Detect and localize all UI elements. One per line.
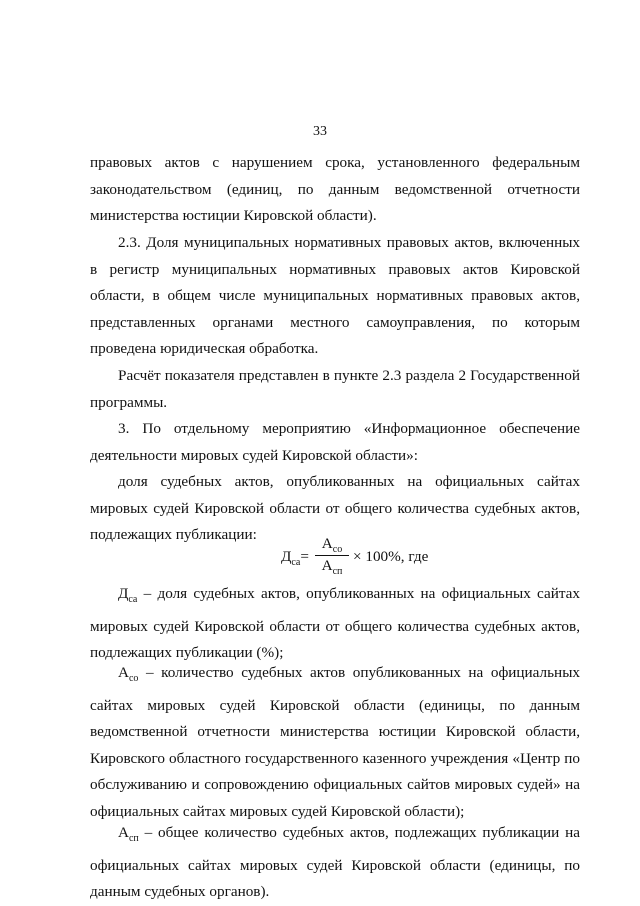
definition-asp: $А_{сп}$ – общее количество судебных актов, подлежащих публикации на официальных сайтах мировых судей Кировской области (единицы, по данным судебных органов). [90,824,580,901]
definition-aso: $А_{со}$ – количество судебных актов опубликованных на официальных сайтах мировых судей Кировской области (единицы, по данным ведомственной отчетности министерства юстиции Кировской области, Кировского областного государственного казенного учреждения «Центр по обслуживанию и сопровождению официальных сайтов мировых судей» на официальных сайтах мировых судей Кировской области); [90,664,580,820]
paragraph-calculation-note: Расчёт показателя представлен в пункте 2.3 раздела 2 Государственной программы. [90,367,580,411]
paragraph-continuation: правовых актов с нарушением срока, установленного федеральным законодательством (единиц, по данным ведомственной отчетности министерства юстиции Кировской области). [90,154,580,225]
paragraph-item-3: 3. По отдельному мероприятию «Информационное обеспечение деятельности мировых судей Кировской области»: [90,420,580,464]
page-number: 33 [313,124,327,139]
formula-numerator: $А_{со}$ [321,535,343,555]
formula-rhs: × 100%, где [353,548,429,565]
paragraph-share-description: доля судебных актов, опубликованных на официальных сайтах мировых судей Кировской области от общего количества судебных актов, подлежащих публикации: [90,473,580,544]
formula-lhs: $Д_{са}=$ [281,548,309,568]
definition-dsa: $Д_{са}$ – доля судебных актов, опубликованных на официальных сайтах мировых судей Кировской области от общего количества судебных актов, подлежащих публикации (%); [90,585,580,662]
formula-denominator: $А_{сп}$ [321,557,343,577]
paragraph-item-2-3: 2.3. Доля муниципальных нормативных правовых актов, включенных в регистр муниципальных нормативных правовых актов Кировской области, в общем числе муниципальных нормативных правовых актов, представленных органами местного самоуправления, по которым проведена юридическая обработка. [90,234,580,358]
fraction-bar [315,555,349,556]
